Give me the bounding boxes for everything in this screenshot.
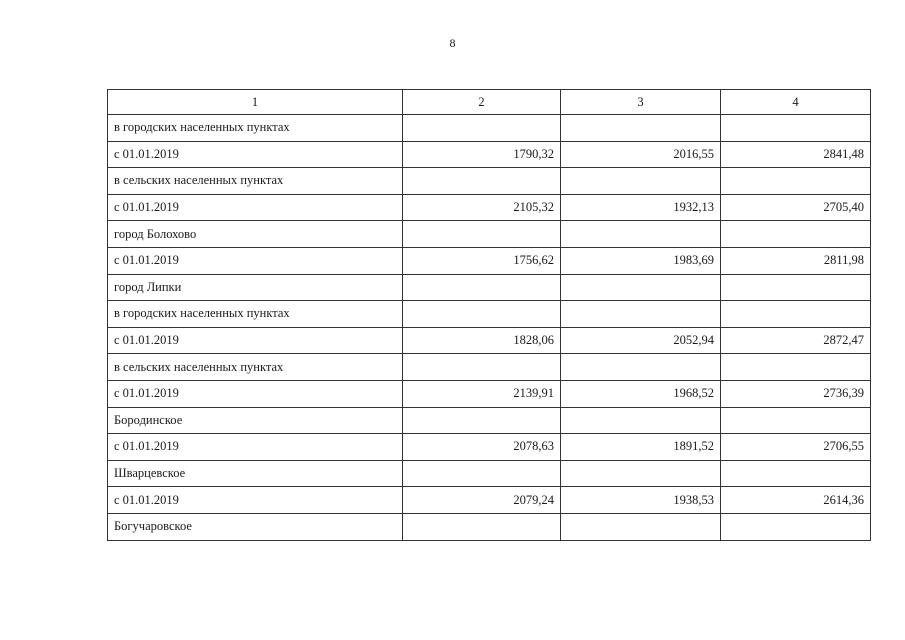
table-row: [108, 513, 871, 540]
column-header: 4: [721, 90, 871, 115]
value-cell: [403, 513, 561, 540]
column-header: 3: [561, 90, 721, 115]
value-cell: [561, 168, 721, 195]
row-label: город Болохово: [108, 221, 403, 248]
page-number: 8: [449, 36, 456, 50]
table-row: [108, 194, 871, 221]
value-cell: 1968,52: [561, 380, 721, 407]
value-cell: [561, 221, 721, 248]
value-cell: [721, 354, 871, 381]
row-label: с 01.01.2019: [108, 327, 403, 354]
table-row: [108, 380, 871, 407]
column-header: 2: [403, 90, 561, 115]
value-cell: 2705,40: [721, 194, 871, 221]
value-cell: 2706,55: [721, 434, 871, 461]
value-cell: [561, 274, 721, 301]
value-cell: 1983,69: [561, 247, 721, 274]
value-cell: [721, 513, 871, 540]
value-cell: [403, 115, 561, 142]
value-cell: 2736,39: [721, 380, 871, 407]
value-cell: 2105,32: [403, 194, 561, 221]
value-cell: 2139,91: [403, 380, 561, 407]
table-row: [108, 434, 871, 461]
value-cell: 1932,13: [561, 194, 721, 221]
value-cell: [403, 301, 561, 328]
row-label: город Липки: [108, 274, 403, 301]
row-label: Богучаровское: [108, 513, 403, 540]
table-row: [108, 301, 871, 328]
table-row: [108, 327, 871, 354]
tariff-table: [107, 89, 871, 541]
row-label: с 01.01.2019: [108, 247, 403, 274]
row-label: с 01.01.2019: [108, 141, 403, 168]
column-header: 1: [108, 90, 403, 115]
table-header-row: [108, 90, 871, 115]
row-label: в городских населенных пунктах: [108, 115, 403, 142]
table-row: [108, 168, 871, 195]
value-cell: [721, 460, 871, 487]
row-label: с 01.01.2019: [108, 434, 403, 461]
value-cell: [403, 168, 561, 195]
table-row: [108, 407, 871, 434]
value-cell: [561, 115, 721, 142]
row-label: в городских населенных пунктах: [108, 301, 403, 328]
value-cell: [403, 460, 561, 487]
value-cell: 2079,24: [403, 487, 561, 514]
table-row: [108, 141, 871, 168]
row-label: с 01.01.2019: [108, 194, 403, 221]
value-cell: [721, 274, 871, 301]
value-cell: [561, 354, 721, 381]
table-row: [108, 354, 871, 381]
row-label: Шварцевское: [108, 460, 403, 487]
value-cell: 2811,98: [721, 247, 871, 274]
value-cell: [561, 460, 721, 487]
value-cell: [561, 407, 721, 434]
value-cell: [561, 513, 721, 540]
value-cell: [403, 407, 561, 434]
value-cell: [403, 354, 561, 381]
value-cell: 1756,62: [403, 247, 561, 274]
value-cell: 1938,53: [561, 487, 721, 514]
value-cell: 2016,55: [561, 141, 721, 168]
table-row: [108, 460, 871, 487]
value-cell: [721, 407, 871, 434]
value-cell: [721, 301, 871, 328]
value-cell: 1891,52: [561, 434, 721, 461]
value-cell: [403, 274, 561, 301]
table-row: [108, 115, 871, 142]
value-cell: 2052,94: [561, 327, 721, 354]
value-cell: [721, 221, 871, 248]
value-cell: 1828,06: [403, 327, 561, 354]
value-cell: [403, 221, 561, 248]
row-label: в сельских населенных пунктах: [108, 354, 403, 381]
table-row: [108, 247, 871, 274]
row-label: с 01.01.2019: [108, 487, 403, 514]
table-row: [108, 487, 871, 514]
table-row: [108, 274, 871, 301]
value-cell: [721, 168, 871, 195]
value-cell: [561, 301, 721, 328]
row-label: Бородинское: [108, 407, 403, 434]
table-row: [108, 221, 871, 248]
value-cell: 2078,63: [403, 434, 561, 461]
value-cell: 1790,32: [403, 141, 561, 168]
row-label: с 01.01.2019: [108, 380, 403, 407]
value-cell: 2872,47: [721, 327, 871, 354]
value-cell: 2614,36: [721, 487, 871, 514]
value-cell: 2841,48: [721, 141, 871, 168]
row-label: в сельских населенных пунктах: [108, 168, 403, 195]
value-cell: [721, 115, 871, 142]
